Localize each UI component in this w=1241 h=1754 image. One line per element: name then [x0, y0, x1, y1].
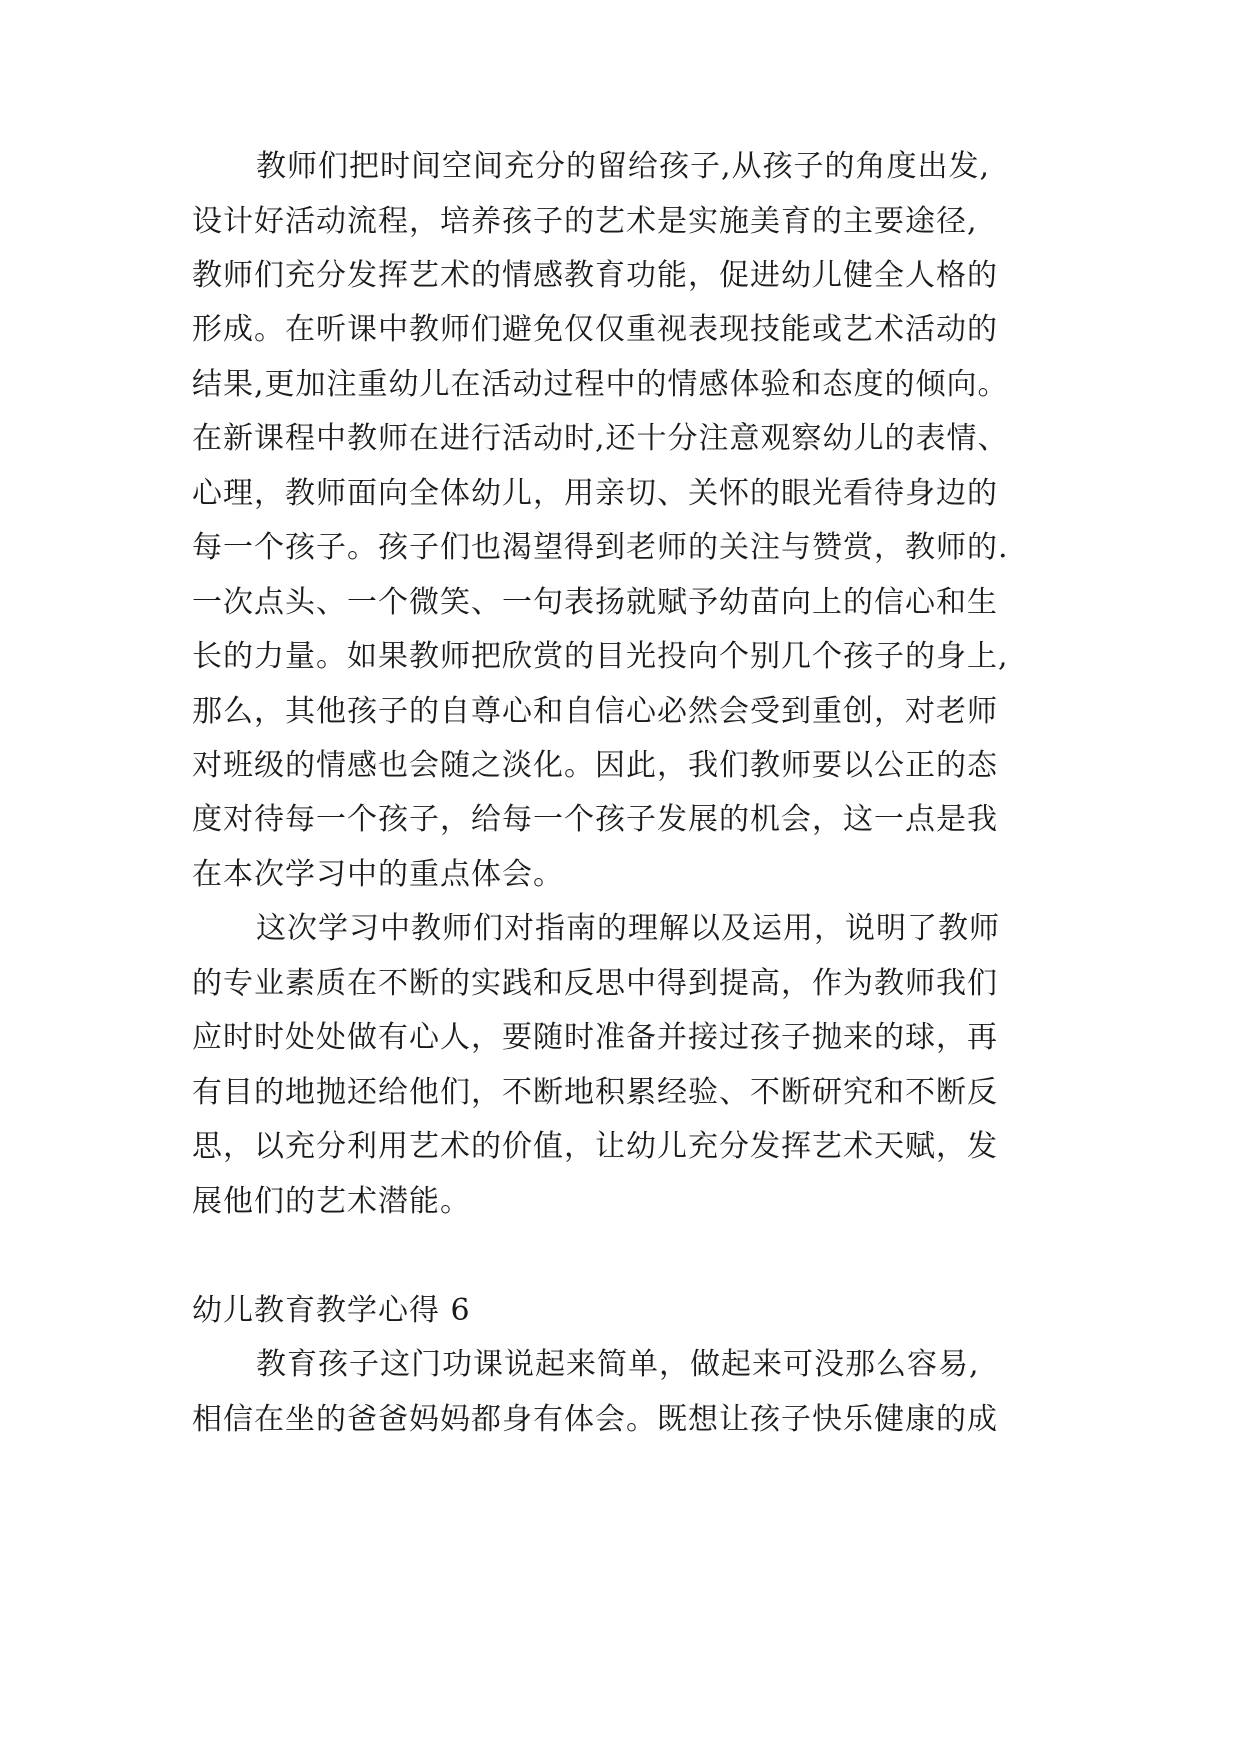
- paragraph-line: 对班级的情感也会随之淡化。因此，我们教师要以公正的态: [192, 748, 998, 783]
- paragraph-line: 教师们把时间空间充分的留给孩子,从孩子的角度出发,: [256, 149, 991, 184]
- paragraph-line: 形成。在听课中教师们避免仅仅重视表现技能或艺术活动的: [192, 312, 998, 347]
- paragraph-line: 在新课程中教师在进行活动时,还十分注意观察幼儿的表情、: [192, 421, 1009, 456]
- paragraph-line: 的专业素质在不断的实践和反思中得到提高，作为教师我们: [192, 966, 998, 1001]
- paragraph-line: 度对待每一个孩子，给每一个孩子发展的机会，这一点是我: [192, 802, 998, 837]
- paragraph-line: 教师们充分发挥艺术的情感教育功能，促进幼儿健全人格的: [192, 258, 998, 293]
- section-heading: 幼儿教育教学心得 6: [192, 1293, 471, 1328]
- paragraph-line: 结果,更加注重幼儿在活动过程中的情感体验和态度的倾向。: [192, 367, 1009, 402]
- paragraph-line: 应时时处处做有心人，要随时准备并接过孩子抛来的球，再: [192, 1020, 998, 1055]
- paragraph-line: 设计好活动流程，培养孩子的艺术是实施美育的主要途径,: [192, 204, 978, 239]
- paragraph-line: 这次学习中教师们对指南的理解以及运用，说明了教师: [256, 911, 1000, 946]
- paragraph-line: 一次点头、一个微笑、一句表扬就赋予幼苗向上的信心和生: [192, 585, 998, 620]
- paragraph-line: 有目的地抛还给他们，不断地积累经验、不断研究和不断反: [192, 1075, 998, 1110]
- paragraph-line: 相信在坐的爸爸妈妈都身有体会。既想让孩子快乐健康的成: [192, 1402, 998, 1437]
- paragraph-line: 教育孩子这门功课说起来简单，做起来可没那么容易,: [256, 1347, 980, 1382]
- paragraph-line: 每一个孩子。孩子们也渴望得到老师的关注与赞赏，教师的.: [192, 530, 1009, 565]
- paragraph-line: 心理，教师面向全体幼儿，用亲切、关怀的眼光看待身边的: [192, 476, 998, 511]
- paragraph-line: 长的力量。如果教师把欣赏的目光投向个别几个孩子的身上,: [192, 639, 1009, 674]
- paragraph-line: 在本次学习中的重点体会。: [192, 857, 564, 892]
- paragraph-line: 思，以充分利用艺术的价值，让幼儿充分发挥艺术天赋，发: [192, 1129, 998, 1164]
- paragraph-line: 展他们的艺术潜能。: [192, 1184, 471, 1219]
- paragraph-line: 那么，其他孩子的自尊心和自信心必然会受到重创，对老师: [192, 694, 998, 729]
